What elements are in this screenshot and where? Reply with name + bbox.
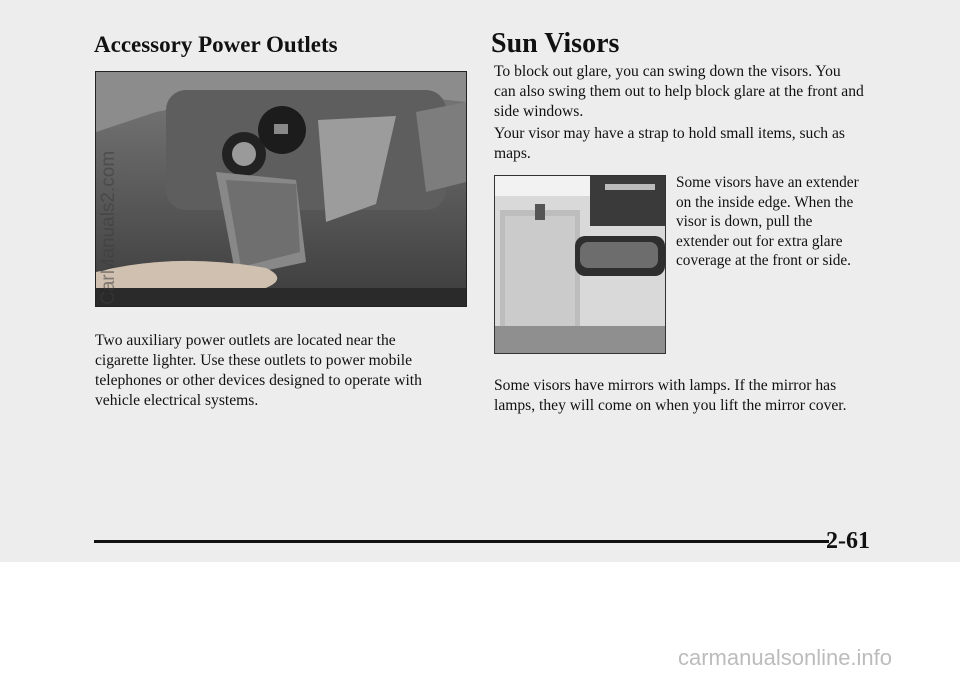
bottom-watermark: carmanualsonline.info	[678, 645, 893, 670]
side-watermark: CarManuals2.com	[98, 150, 119, 305]
sun-visor-photo	[494, 175, 666, 354]
visor-paragraph-mirror: Some visors have mirrors with lamps. If the mirror has lamps, they will come on when you lift the mirror cover.	[494, 377, 847, 414]
power-outlet-description: Two auxiliary power outlets are located near the cigarette lighter. Use these outlets to power mobile telephones or other devices designed to operate with vehicle electrical systems.	[95, 332, 422, 409]
footer-rule	[94, 540, 829, 543]
visor-paragraph-glare: To block out glare, you can swing down the visors. You can also swing them out to help block glare at the front and side windows.	[494, 63, 864, 120]
section-heading-power-outlets: Accessory Power Outlets	[94, 32, 338, 57]
visor-paragraph-strap: Your visor may have a strap to hold small items, such as maps.	[494, 125, 845, 162]
section-heading-sun-visors: Sun Visors	[491, 28, 620, 59]
power-outlet-photo	[95, 71, 467, 307]
visor-paragraph-extender: Some visors have an extender on the inside edge. When the visor is down, pull the extender out for extra glare coverage at the front or side.	[676, 174, 859, 270]
page-number: 2-61	[826, 528, 870, 554]
